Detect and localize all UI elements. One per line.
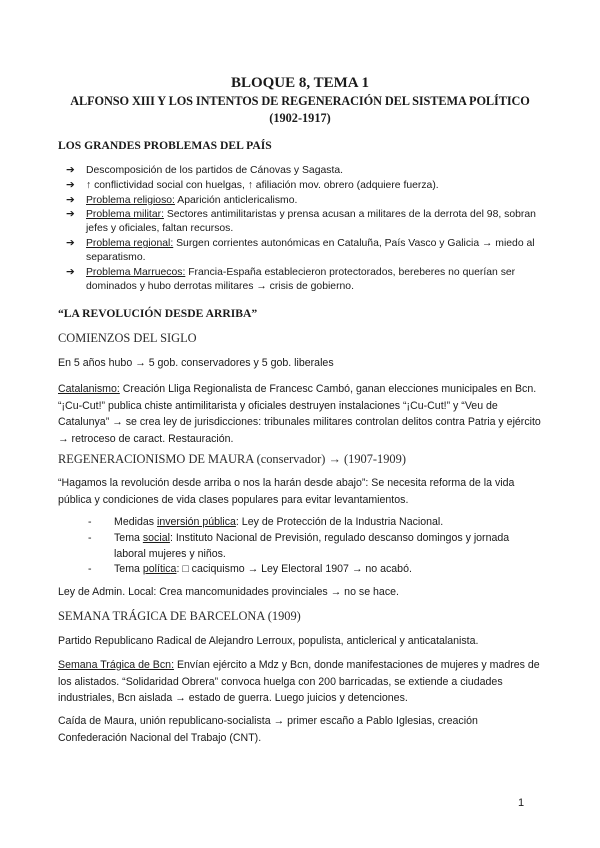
- page-number: 1: [518, 797, 525, 809]
- arrow-icon: ➔: [66, 267, 75, 278]
- paragraph-lerroux: Partido Republicano Radical de Alejandro Lerroux, populista, anticlerical y anticatalanista.: [58, 635, 479, 647]
- section-heading-maura: REGENERACIONISMO DE MAURA (conservador) → (1907-1909): [58, 452, 406, 466]
- arrow-icon: ➔: [66, 195, 75, 206]
- page-dates: (1902-1917): [269, 111, 331, 125]
- arrow-icon: ➔: [66, 180, 75, 191]
- problem-item: ➔ Problema militar: Sectores antimilitaristas y prensa acusan a militares de la derrota del 98, sobran jefes y oficiales, faltan recursos.: [66, 209, 536, 235]
- dash-marker: -: [88, 563, 92, 575]
- section-heading-tragica: SEMANA TRÁGICA DE BARCELONA (1909): [58, 609, 301, 623]
- paragraph-governments: En 5 años hubo → 5 gob. conservadores y 5 gob. liberales: [58, 357, 334, 369]
- measure-item: - Tema social: Instituto Nacional de Previsión, regulado descanso domingos y jornada laboral mujeres y niños.: [88, 532, 510, 561]
- dash-marker: -: [88, 532, 92, 544]
- dash-marker: -: [88, 516, 92, 528]
- page-title: BLOQUE 8, TEMA 1: [230, 75, 370, 91]
- arrow-icon: ➔: [66, 209, 75, 220]
- measure-item: - Tema política: □ caciquismo → Ley Electoral 1907 → no acabó.: [88, 561, 528, 577]
- section-heading-revolution: “LA REVOLUCIÓN DESDE ARRIBA”: [58, 307, 258, 320]
- arrow-icon: ➔: [66, 165, 75, 176]
- problem-item: ➔ Problema Marruecos: Francia-España establecieron protectorados, bereberes no querían ser dominados y hubo derrotas militares → crisis de gobierno.: [66, 267, 516, 293]
- paragraph-caida-maura: Caída de Maura, unión republicano-socialista → primer escaño a Pablo Iglesias, creación Confederación Nacional del Trabajo (CNT).: [58, 715, 478, 744]
- problem-item: ➔ Descomposición de los partidos de Cánovas y Sagasta.: [66, 164, 546, 178]
- problem-item: ➔ Problema regional: Surgen corrientes autonómicas en Cataluña, País Vasco y Galicia → miedo al separatismo.: [66, 238, 535, 264]
- section-heading-century: COMIENZOS DEL SIGLO: [58, 331, 197, 345]
- page-subtitle: ALFONSO XIII Y LOS INTENTOS DE REGENERACIÓN DEL SISTEMA POLÍTICO: [70, 94, 530, 108]
- problem-item: ➔ Problema religioso: Aparición anticlericalismo.: [66, 194, 546, 208]
- paragraph-catalanismo: Catalanismo: Creación Lliga Regionalista de Francesc Cambó, ganan elecciones municipales en Bcn. “¡Cu-Cut!” publica chiste antimilitarista y oficiales destruyen instalaciones “¡Cu-Cut!” y “Veu de Catalunya” → se crea ley de jurisdicciones: tribunales militares controlan delitos contra Patria y ejército → retroceso de caract. Restauración.: [58, 383, 541, 445]
- measure-item: - Medidas inversión pública: Ley de Protección de la Industria Nacional.: [88, 514, 528, 530]
- section-heading-problems: LOS GRANDES PROBLEMAS DEL PAÍS: [58, 139, 272, 152]
- paragraph-semana-tragica: Semana Trágica de Bcn: Envían ejército a Mdz y Bcn, donde manifestaciones de mujeres y madres de los alistados. “Solidaridad Obrera” convoca huelga con 200 barricadas, se extiende a ciudades industriales, Bcn aislada → estado de guerra. Luego juicios y detenciones.: [58, 659, 540, 705]
- paragraph-maura-quote: “Hagamos la revolución desde arriba o nos la harán desde abajo”: Se necesita reforma de la vida pública y condiciones de vida clases populares para evitar levantamientos.: [58, 477, 515, 506]
- problem-item: ➔ ↑ conflictividad social con huelgas, ↑ afiliación mov. obrero (adquiere fuerza).: [66, 179, 546, 193]
- paragraph-admin-local: Ley de Admin. Local: Crea mancomunidades provinciales → no se hace.: [58, 586, 399, 598]
- arrow-icon: ➔: [66, 238, 75, 249]
